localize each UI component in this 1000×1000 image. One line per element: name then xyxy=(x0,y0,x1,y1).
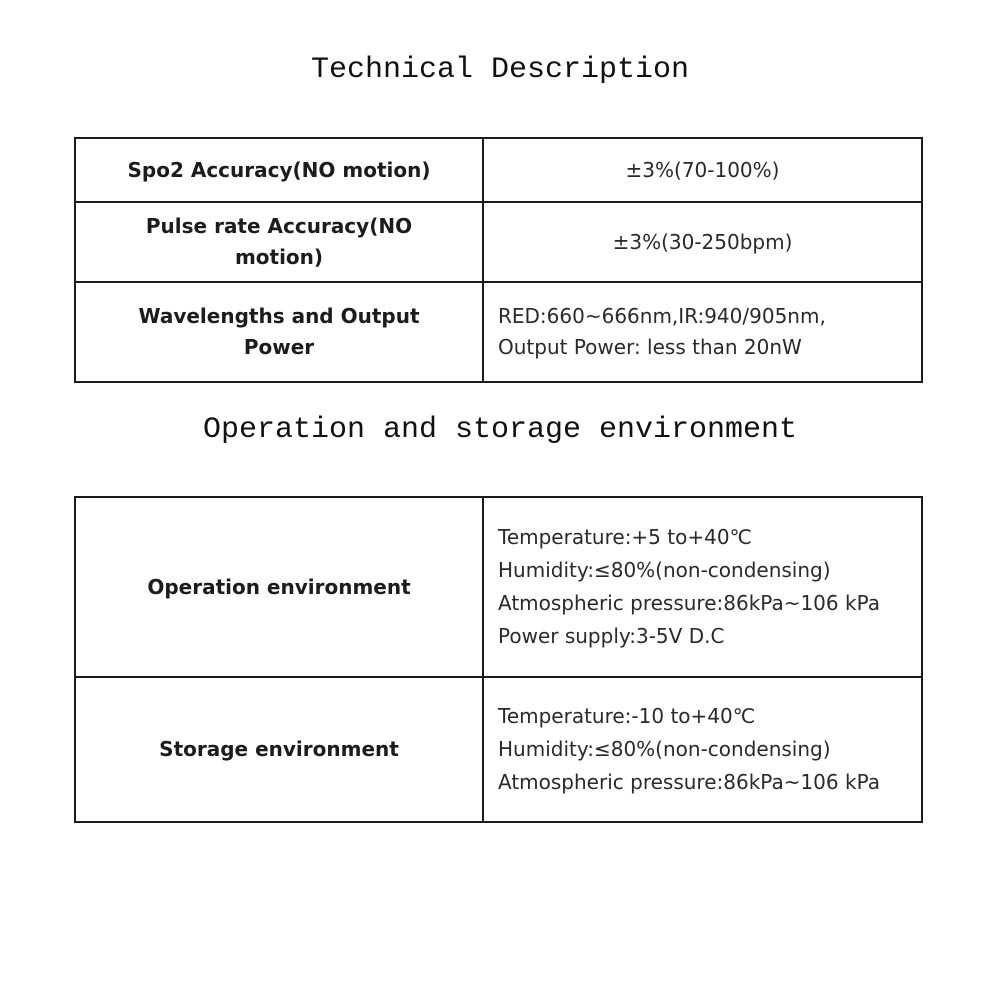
value-line: Output Power: less than 20nW xyxy=(498,335,802,359)
value-line: Atmospheric pressure:86kPa~106 kPa xyxy=(498,591,880,615)
operation-environment-value-cell xyxy=(484,498,921,676)
value-line: Atmospheric pressure:86kPa~106 kPa xyxy=(498,770,880,794)
table-row-spo2-accuracy xyxy=(76,139,921,203)
value-line: Humidity:≤80%(non-condensing) xyxy=(498,737,831,761)
storage-environment-label-cell xyxy=(76,678,484,821)
operation-environment-label-cell xyxy=(76,498,484,676)
label-line: Spo2 Accuracy(NO motion) xyxy=(127,157,431,182)
storage-environment-value-cell xyxy=(484,678,921,821)
value-line: Power supply:3-5V D.C xyxy=(498,624,725,648)
value-line: Temperature:+5 to+40℃ xyxy=(498,525,753,549)
spo2-accuracy-value-cell xyxy=(484,139,921,201)
title-technical-description: Technical Description xyxy=(310,53,690,87)
pulse-rate-accuracy-label-cell xyxy=(76,203,484,281)
value-line: Temperature:-10 to+40℃ xyxy=(498,704,756,728)
label-line: motion) xyxy=(234,245,324,269)
table-row-storage-environment xyxy=(76,678,921,821)
label-line: Power xyxy=(243,335,315,359)
wavelengths-label-cell xyxy=(76,283,484,381)
table-row-operation-environment xyxy=(76,498,921,678)
technical-description-table xyxy=(74,137,923,383)
label-line: Pulse rate Accuracy(NO xyxy=(145,214,413,238)
label-line: Wavelengths and Output xyxy=(138,304,420,328)
wavelengths-value-cell xyxy=(484,283,921,381)
value-line: RED:660~666nm,IR:940/905nm, xyxy=(498,304,826,328)
environment-table xyxy=(74,496,923,823)
table-row-wavelengths-output-power xyxy=(76,283,921,381)
value-line: ±3%(30-250bpm) xyxy=(612,229,793,254)
label-line: Operation environment xyxy=(147,574,411,599)
value-line: Humidity:≤80%(non-condensing) xyxy=(498,558,831,582)
label-line: Storage environment xyxy=(159,737,399,761)
value-line: ±3%(70-100%) xyxy=(625,157,780,182)
table-row-pulse-rate-accuracy xyxy=(76,203,921,283)
pulse-rate-accuracy-value-cell xyxy=(484,203,921,281)
title-operation-storage-environment: Operation and storage environment xyxy=(202,413,798,447)
spo2-accuracy-label-cell xyxy=(76,139,484,201)
